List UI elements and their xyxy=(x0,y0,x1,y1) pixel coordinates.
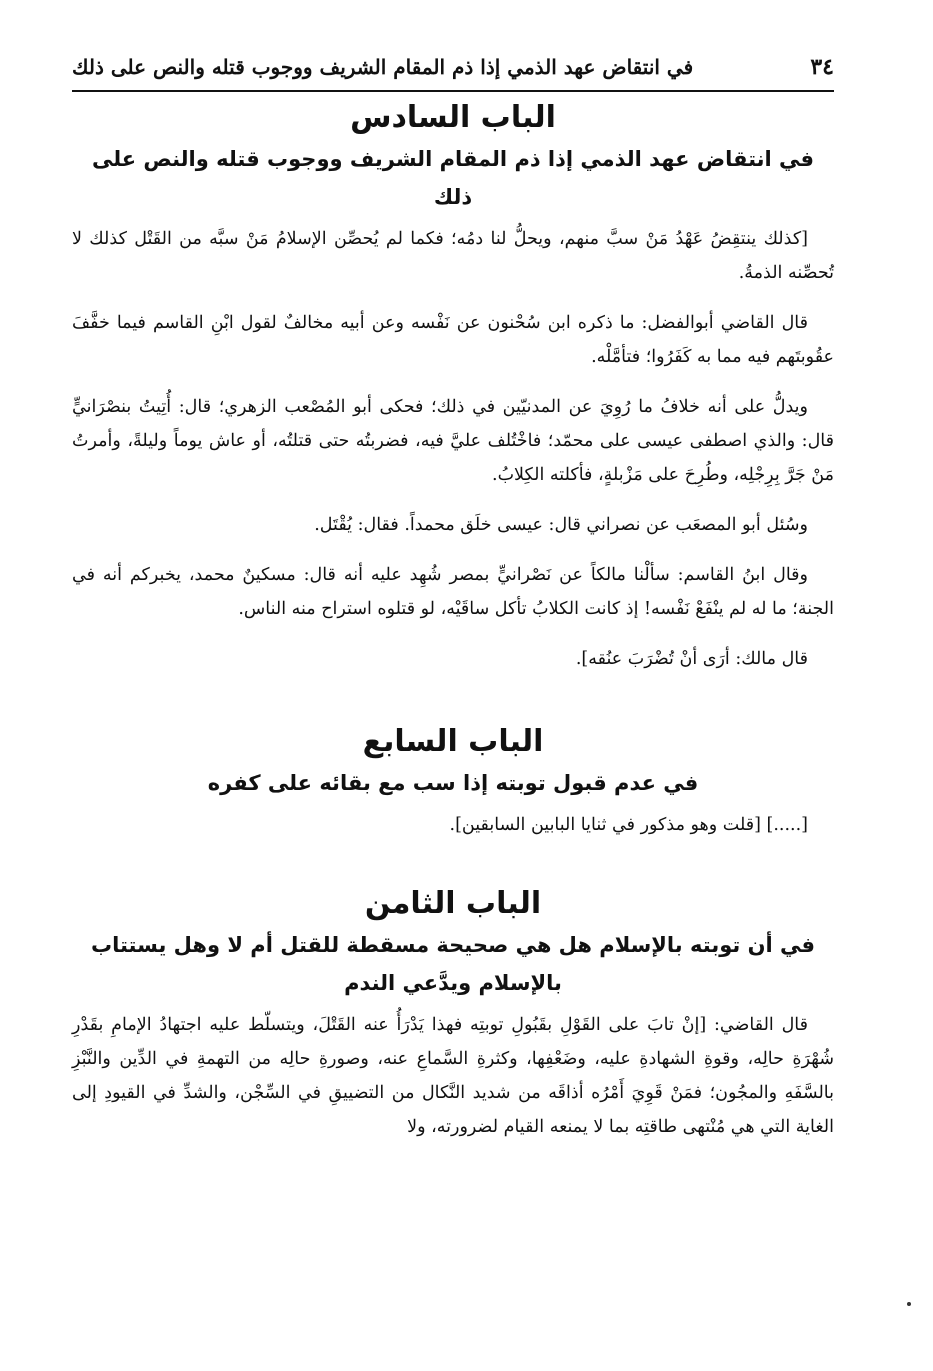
chapter-6 xyxy=(72,96,834,676)
paragraph: ويدلُّ على أنه خلافُ ما رُوِيَ عن المدنيّين في ذلك؛ فحكى أبو المُصْعب الزهري؛ قال: أُتِيتُ بنصْرَانيٍّ قال: والذي اصطفى عيسى على محمّد؛ فاخْتُلف عليَّ فيه، فضربتُه حتى قتلتُه، أو عاش يوماً وليلةً، وأمرتُ مَنْ جَرَّ بِرِجْلِه، وطُرِحَ على مَزْبلةٍ، فأكلته الكِلابُ. xyxy=(72,397,834,485)
chapter-8 xyxy=(72,882,834,1144)
page-number: ٣٤ xyxy=(810,54,834,80)
chapter-6-title: الباب السادس xyxy=(350,100,556,135)
chapter-6-subtitle: في انتقاض عهد الذمي إذا ذم المقام الشريف ووجوب قتله والنص على ذلك xyxy=(91,147,815,209)
paragraph: قال مالك: أرَى أنْ تُضْرَبَ عنُقه]. xyxy=(575,649,808,669)
paragraph: [.....] [قلت وهو مذكور في ثنايا البابين السابقين]. xyxy=(449,815,808,835)
paragraph: وسُئل أبو المصعَب عن نصراني قال: عيسى خلَق محمداً. فقال: يُقْتَل. xyxy=(314,515,808,535)
scan-dot xyxy=(907,1302,911,1306)
paragraph: وقال ابنُ القاسم: سألْنا مالكاً عن نَصْرانيٍّ بمصر شُهِد عليه أنه قال: مسكينٌ محمد، يخبركم أنه في الجنة؛ ما له لم ينْفَعْ نَفْسه! إذ كانت الكلابُ تأكل ساقَيْه، لو قتلوه استراح منه الناس. xyxy=(72,565,834,619)
page-content xyxy=(72,96,834,1144)
chapter-8-subtitle-line2: بالإسلام ويدَّعي الندم xyxy=(344,971,562,995)
chapter-7-title: الباب السابع xyxy=(362,724,544,759)
running-title: في انتقاض عهد الذمي إذا ذم المقام الشريف ووجوب قتله والنص على ذلك xyxy=(72,55,694,79)
page-header xyxy=(72,44,834,92)
paragraph: [كذلك ينتقِضُ عَهْدُ مَنْ سبَّ منهم، ويحلُّ لنا دمُه؛ فكما لم يُحصِّن الإسلامُ مَنْ سبَّه من القَتْل كذلك لا تُحصِّنه الذمةُ. xyxy=(72,229,834,283)
paragraph: قال القاضي: [إنْ تابَ على القَوْلِ بقَبُولِ توبتِه فهذا يَدْرَأُ عنه القَتْلَ، ويتسلّط عليه اجتهادُ الإمامِ بقَدْرِ شُهْرَةِ حالِه، وقوةِ الشهادةِ عليه، وضَعْفِها، وكثرةِ السَّماعِ عنه، وصورةِ حالِه من التهمةِ في الدِّين والنَّبْزِ بالسَّفَهِ والمجُون؛ فمَنْ قَوِيَ أَمْرُه أذاقَه من شديد النَّكال من التضييقِ في السِّجْن، والشدِّ في القيودِ إلى الغاية التي هي مُنْتهى طاقتِه بما لا يمنعه القيام لضرورته، ولا xyxy=(72,1015,834,1137)
chapter-8-title: الباب الثامن xyxy=(364,886,542,921)
paragraph: قال القاضي أبوالفضل: ما ذكره ابن سُحْنون عن نَفْسه وعن أبيه مخالفٌ لقول ابْنِ القاسم فيما خفَّفَ عقُوبتَهم فيه مما به كَفَرُوا؛ فتأمَّلْه. xyxy=(72,313,834,367)
chapter-7-subtitle: في عدم قبول توبته إذا سب مع بقائه على كفره xyxy=(207,771,699,795)
chapter-8-subtitle-line1: في أن توبته بالإسلام هل هي صحيحة مسقطة للقتل أم لا وهل يستتاب xyxy=(90,933,815,957)
chapter-7 xyxy=(72,720,834,842)
